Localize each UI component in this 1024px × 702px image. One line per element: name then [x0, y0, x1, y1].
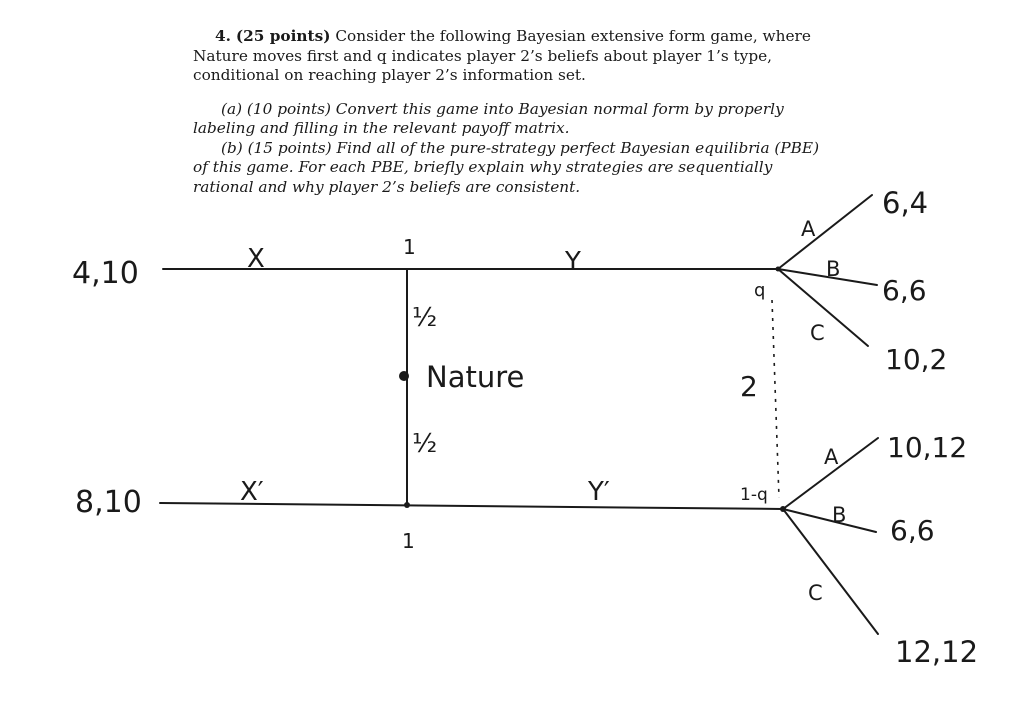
bottom-action-b-label: B	[832, 503, 847, 527]
belief-top-label: q	[754, 280, 766, 301]
top-action-b-label: B	[826, 257, 841, 281]
belief-bottom-label: 1-q	[740, 485, 768, 505]
bottom-payoff-b: 6,6	[890, 514, 935, 547]
player1-bottom-node	[404, 502, 410, 508]
bottom-payoff-a: 10,12	[887, 431, 968, 464]
nature-label: Nature	[426, 360, 525, 394]
bottom-action-a-label: A	[824, 445, 839, 469]
player2-label: 2	[740, 370, 758, 403]
top-action-a-label: A	[801, 217, 816, 241]
top-action-c-label: C	[810, 321, 825, 345]
bottom-action-c-line	[783, 509, 878, 634]
bottom-payoff-c: 12,12	[895, 635, 979, 669]
part-a: (a) (10 points) Convert this game into Bayesian normal form by properly labeling and filling in the relevant payoff matrix.	[193, 99, 784, 137]
player1-top-label: 1	[403, 235, 416, 259]
prob-bottom-label: ½	[412, 429, 438, 459]
top-payoff-b: 6,6	[882, 274, 927, 307]
player1-bottom-label: 1	[402, 529, 415, 553]
nature-node	[399, 371, 409, 381]
problem-points: (25 points)	[235, 27, 331, 45]
bottom-action-c-label: C	[808, 581, 823, 605]
part-b: (b) (15 points) Find all of the pure-strategy perfect Bayesian equilibria (PBE) of this game. For each PBE, briefly explain why strategies are sequentially rational and why player 2’s beliefs are consistent.	[193, 138, 820, 196]
action-x-prime-label: X′	[240, 477, 264, 507]
action-y-label: Y	[565, 247, 581, 277]
top-payoff-c: 10,2	[885, 343, 948, 376]
action-x-label: X	[247, 244, 265, 274]
problem-intro-text: Consider the following Bayesian extensive form game, where Nature moves first and q indicates player 2’s beliefs about player 1’s type, conditional on reaching player 2’s information set.	[193, 27, 811, 84]
bottom-left-payoff: 8,10	[75, 485, 142, 520]
top-payoff-a: 6,4	[882, 186, 929, 220]
top-action-a-line	[778, 195, 872, 269]
action-y-prime-label: Y′	[588, 477, 610, 507]
information-set-line	[772, 300, 779, 498]
prob-top-label: ½	[412, 303, 438, 333]
problem-number: 4.	[215, 27, 231, 45]
top-left-payoff: 4,10	[72, 256, 139, 291]
